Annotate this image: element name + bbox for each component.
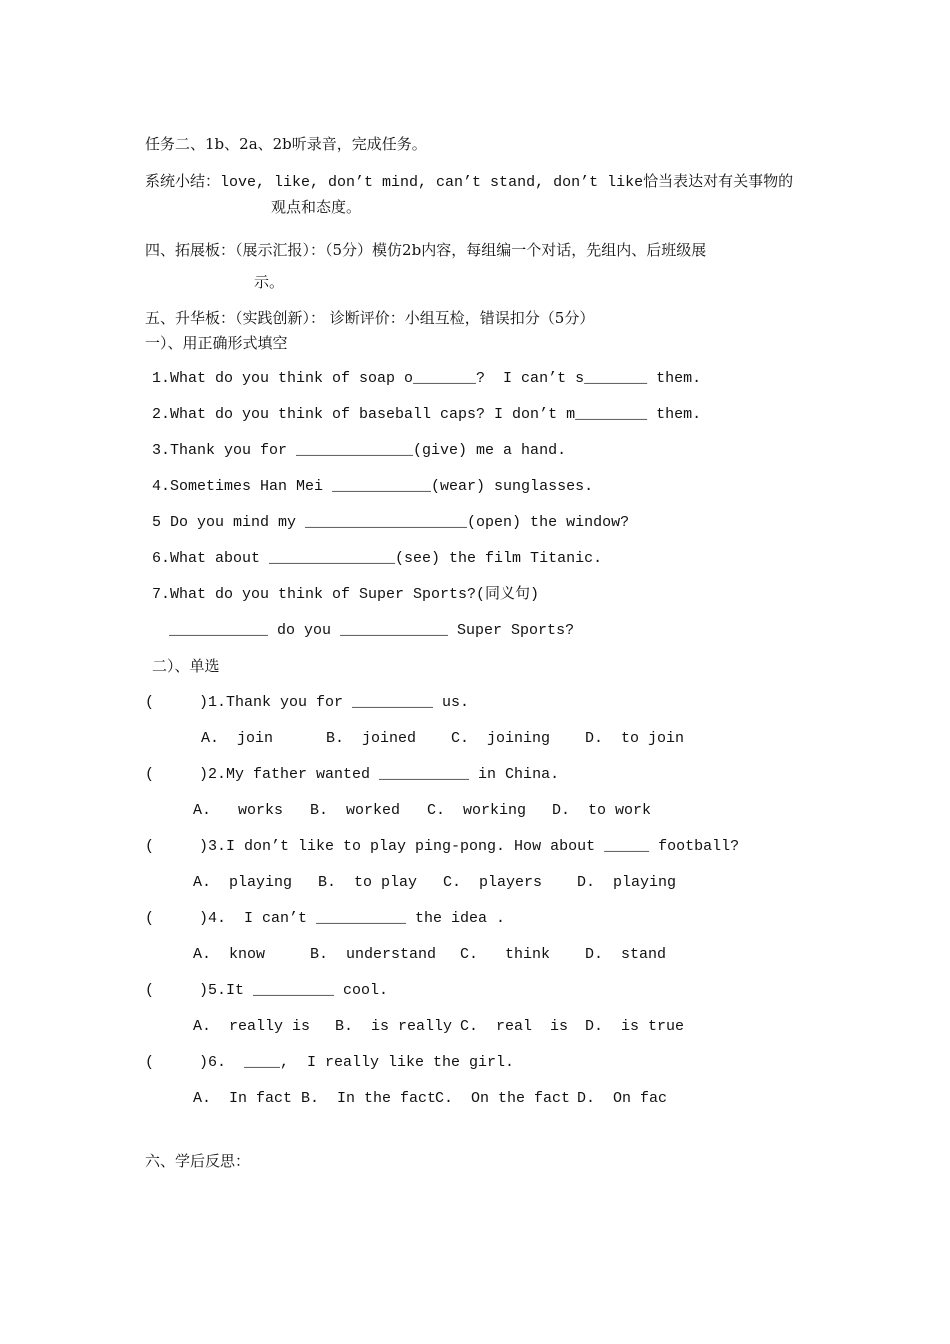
- mc-q4-option-c: C. think: [460, 946, 551, 963]
- fill-item-7: 7.What do you think of Super Sports?(同义句): [152, 586, 540, 603]
- mc-q2-option-a: A. works: [193, 802, 284, 819]
- mc-question-3: ( )3.I don’t like to play ping-pong. How about _____ football?: [145, 838, 740, 855]
- fill-item-7-answer: ___________ do you ____________ Super Sports?: [169, 622, 575, 639]
- mc-q1-option-a: A. join: [201, 730, 274, 747]
- section6-heading: 六、学后反思：: [145, 1152, 251, 1170]
- fill-item-1: 1.What do you think of soap o_______? I can’t s_______ them.: [152, 370, 702, 387]
- mc-q1-option-c: C. joining: [451, 730, 551, 747]
- summary-continuation: 观点和态度。: [271, 198, 362, 216]
- fill-item-5: 5 Do you mind my __________________(open) the window?: [152, 514, 630, 531]
- mc-q1-option-d: D. to join: [585, 730, 685, 747]
- mc-q4-option-d: D. stand: [585, 946, 667, 963]
- mc-q2-option-d: D. to work: [552, 802, 652, 819]
- summary-words: love, like, don’t mind, can’t stand, don’t like: [220, 174, 644, 191]
- fill-item-2: 2.What do you think of baseball caps? I don’t m________ them.: [152, 406, 702, 423]
- mc-question-4: ( )4. I can’t __________ the idea .: [145, 910, 506, 927]
- mc-q4-option-a: A. know: [193, 946, 266, 963]
- mc-q6-option-c: C. On the fact: [435, 1090, 571, 1107]
- part2-title: 二）、单选: [152, 657, 220, 675]
- mc-q5-option-c: C. real is: [460, 1018, 569, 1035]
- mc-q5-option-a: A. really is: [193, 1018, 311, 1035]
- mc-question-5: ( )5.It _________ cool.: [145, 982, 389, 999]
- mc-q3-option-d: D. playing: [577, 874, 677, 891]
- mc-q6-option-a: A. In fact: [193, 1090, 293, 1107]
- mc-q4-option-b: B. understand: [310, 946, 437, 963]
- task2-line: 任务二、1b、2a、2b听录音，完成任务。: [145, 135, 427, 153]
- fill-item-6: 6.What about ______________(see) the film Titanic.: [152, 550, 603, 567]
- mc-question-2: ( )2.My father wanted __________ in China.: [145, 766, 560, 783]
- mc-q6-option-d: D. On fac: [577, 1090, 668, 1107]
- mc-q3-option-b: B. to play: [318, 874, 418, 891]
- mc-question-1: ( )1.Thank you for _________ us.: [145, 694, 470, 711]
- summary-line: [145, 171, 793, 193]
- mc-q5-option-d: D. is true: [585, 1018, 685, 1035]
- fill-item-4: 4.Sometimes Han Mei ___________(wear) sunglasses.: [152, 478, 594, 495]
- summary-rest: 恰当表达对有关事物的: [643, 172, 794, 190]
- summary-label: 系统小结：: [145, 172, 221, 190]
- section4-line2: 示。: [254, 273, 285, 291]
- mc-q2-option-c: C. working: [427, 802, 527, 819]
- mc-q3-option-c: C. players: [443, 874, 543, 891]
- section4-line1: 四、拓展板：（展示汇报）：（5分）模仿2b内容，每组编一个对话，先组内、后班级展: [145, 241, 707, 259]
- mc-q3-option-a: A. playing: [193, 874, 293, 891]
- mc-question-6: ( )6. ____, I really like the girl.: [145, 1054, 515, 1071]
- mc-q1-option-b: B. joined: [326, 730, 417, 747]
- mc-q2-option-b: B. worked: [310, 802, 401, 819]
- mc-q6-option-b: B. In the fact: [301, 1090, 437, 1107]
- mc-q5-option-b: B. is really: [335, 1018, 453, 1035]
- fill-item-3: 3.Thank you for _____________(give) me a hand.: [152, 442, 567, 459]
- section5-heading: 五、升华板：（实践创新）： 诊断评价：小组互检，错误扣分（5分）: [145, 309, 595, 327]
- part1-title: 一）、用正确形式填空: [145, 334, 288, 352]
